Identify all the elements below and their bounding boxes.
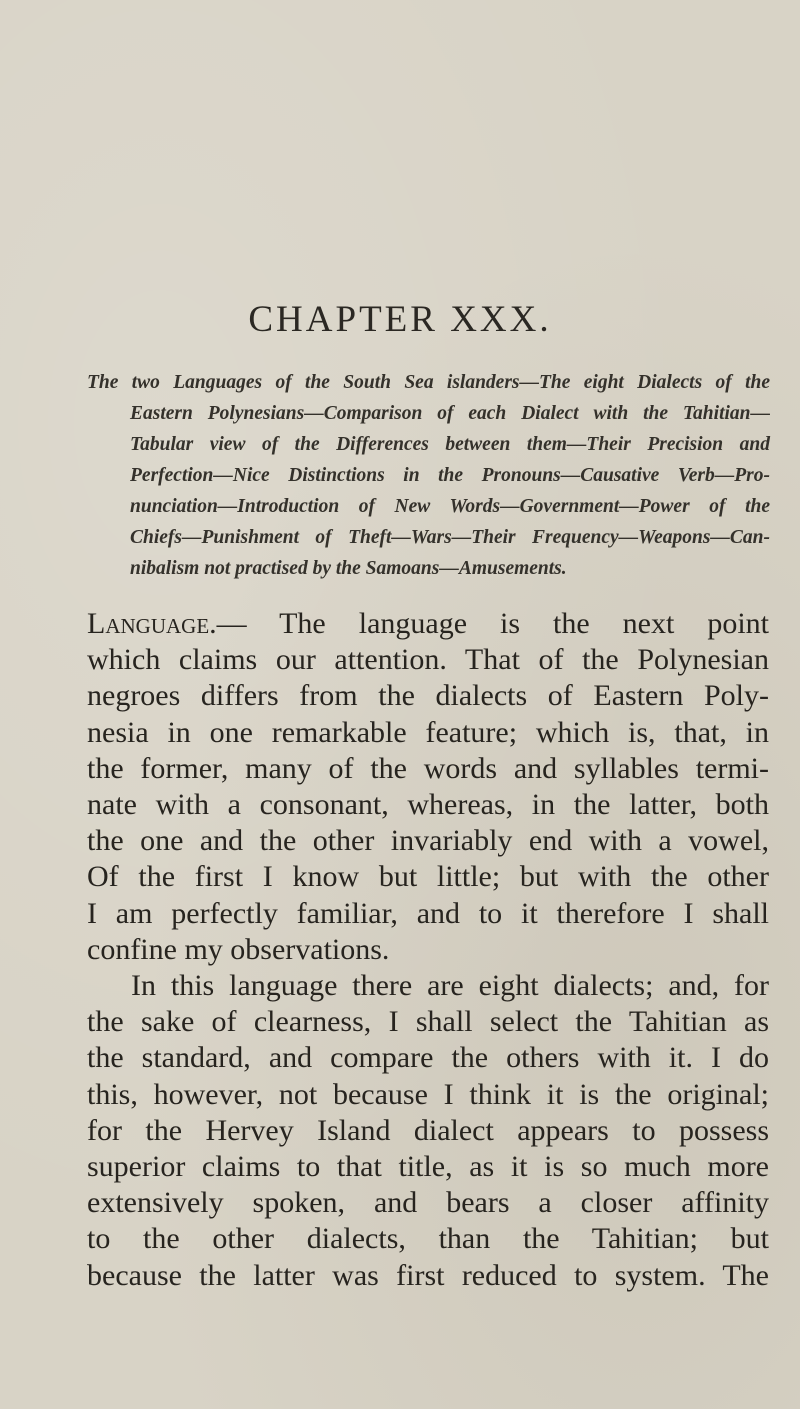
- body-line: the one and the other invariably end with a vowel,: [87, 824, 769, 858]
- body-line: confine my observations.: [87, 932, 390, 966]
- body-line: nesia in one remarkable feature; which is, that, in: [87, 715, 769, 749]
- body-line: the sake of clearness, I shall select the Tahitian as: [87, 1005, 769, 1039]
- body-line: for the Hervey Island dialect appears to possess: [87, 1113, 769, 1147]
- summary-line: nunciation—Introduction of New Words—Government—Power of the: [130, 496, 770, 517]
- body-line: nate with a consonant, whereas, in the latter, both: [87, 788, 769, 822]
- first-line-rest: — The language is the next point: [216, 607, 769, 640]
- body-line: which claims our attention. That of the Polynesian: [87, 643, 769, 677]
- chapter-summary: [87, 367, 770, 584]
- body-line: the former, many of the words and syllables termi-: [87, 751, 769, 785]
- body-line-first: [87, 606, 769, 642]
- body-line: extensively spoken, and bears a closer affinity: [87, 1186, 769, 1220]
- summary-line: Eastern Polynesians—Comparison of each Dialect with the Tahitian—: [130, 403, 770, 424]
- body-text: [87, 606, 769, 1294]
- chapter-title: CHAPTER XXX.: [248, 299, 552, 340]
- body-line: negroes differs from the dialects of Eastern Poly-: [87, 679, 769, 713]
- body-line: to the other dialects, than the Tahitian; but: [87, 1222, 769, 1256]
- summary-line: The two Languages of the South Sea islanders—The eight Dialects of the: [87, 372, 770, 393]
- body-line: this, however, not because I think it is the original;: [87, 1077, 769, 1111]
- body-line: In this language there are eight dialects; and, for: [131, 969, 769, 1003]
- body-line: Of the first I know but little; but with the other: [87, 860, 769, 894]
- summary-line: nibalism not practised by the Samoans—Amusements.: [130, 558, 567, 579]
- body-line: because the latter was first reduced to system. The: [87, 1258, 769, 1292]
- summary-line: Tabular view of the Differences between them—Their Precision and: [130, 434, 770, 455]
- summary-line: Perfection—Nice Distinctions in the Pronouns—Causative Verb—Pro-: [130, 465, 770, 486]
- body-line: superior claims to that title, as it is so much more: [87, 1150, 769, 1184]
- body-line: I am perfectly familiar, and to it therefore I shall: [87, 896, 769, 930]
- lead-word: Language.: [87, 607, 217, 640]
- body-line: the standard, and compare the others with it. I do: [87, 1041, 769, 1075]
- summary-line: Chiefs—Punishment of Theft—Wars—Their Frequency—Weapons—Can-: [130, 527, 770, 548]
